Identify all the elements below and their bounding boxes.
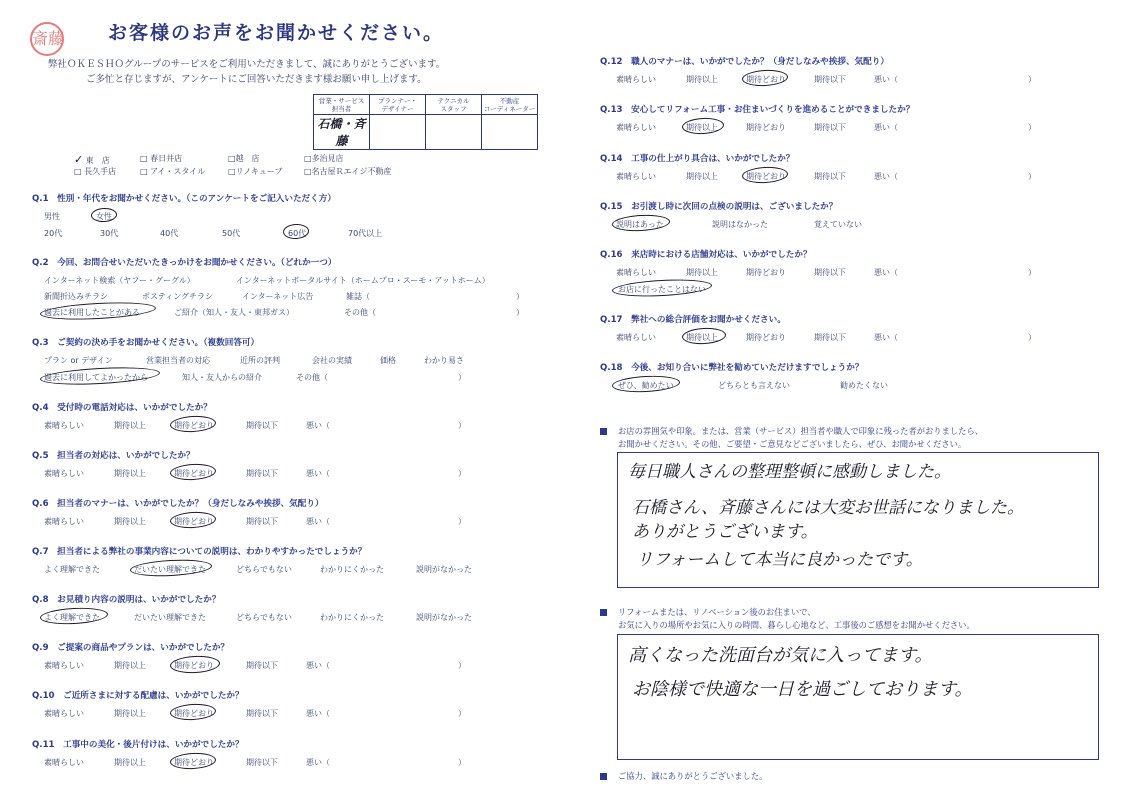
q7-title: Q.7 担当者による弊社の事業内容についての説明は、わかりやすかったでしょうか？ bbox=[32, 547, 367, 557]
intro-line-1: 弊社ＯＫＥＳＨＯグループのサービスをご利用いただきまして、誠にありがとうございます。 bbox=[48, 59, 446, 70]
q3-price[interactable]: 価格 bbox=[380, 356, 396, 365]
q10-opt-below[interactable]: 期待以下 bbox=[246, 709, 278, 718]
q4-opt-asexpected[interactable]: 期待どおり bbox=[174, 421, 214, 430]
checkbox-icon: □ bbox=[304, 167, 312, 176]
q17-title: Q.17 弊社への総合評価をお聞かせください。 bbox=[600, 315, 786, 325]
q13-opt-above[interactable]: 期待以上 bbox=[686, 123, 718, 132]
shop-label: アイ・スタイル bbox=[150, 167, 206, 176]
q3-other[interactable]: その他（ bbox=[296, 373, 328, 382]
staff-value-technical bbox=[426, 115, 482, 150]
answer-circle bbox=[40, 365, 161, 387]
q5-opt-bad[interactable]: 悪い（ bbox=[306, 469, 330, 478]
paren-close: ） bbox=[458, 517, 466, 526]
q2-portal-site[interactable]: インターネットポータルサイト（ホームプロ・スーモ・アットホーム） bbox=[236, 276, 490, 285]
q8-opt-well[interactable]: よく理解できた bbox=[44, 613, 100, 622]
q5-opt-excellent[interactable]: 素晴らしい bbox=[44, 469, 84, 478]
q3-past-good[interactable]: 過去に利用してよかったから bbox=[44, 373, 148, 382]
q11-opt-below[interactable]: 期待以下 bbox=[246, 758, 278, 767]
answer-circle bbox=[40, 300, 157, 322]
q7-opt-well[interactable]: よく理解できた bbox=[44, 565, 100, 574]
staff-value-planner bbox=[370, 115, 426, 150]
paren-close: ） bbox=[458, 661, 466, 670]
comments2-prompt-2: お気に入りの場所やお気に入りの時間、暮らし心地など、工事後のご感想をお聞かせください。 bbox=[618, 620, 975, 630]
q8-opt-mostly[interactable]: だいたい理解できた bbox=[134, 613, 206, 622]
q5-opt-above[interactable]: 期待以上 bbox=[114, 469, 146, 478]
check-mark-icon: ✓ bbox=[74, 153, 84, 166]
checkbox-icon: □ bbox=[140, 167, 148, 176]
shop-istyle[interactable] bbox=[140, 166, 205, 177]
comments1-line-1: 毎日職人さんの整理整頓に感動しました。 bbox=[628, 462, 951, 482]
staff-value-sales: 石橋・斉藤 bbox=[314, 115, 370, 150]
answer-circle bbox=[130, 558, 213, 578]
q11-opt-excellent[interactable]: 素晴らしい bbox=[44, 758, 84, 767]
q7-opt-unclear[interactable]: わかりにくかった bbox=[320, 565, 384, 574]
checkbox-icon: □ bbox=[140, 154, 148, 163]
q10-opt-asexpected[interactable]: 期待どおり bbox=[174, 709, 214, 718]
q9-opt-excellent[interactable]: 素晴らしい bbox=[44, 661, 84, 670]
q12-title: Q.12 職人のマナーは、いかがでしたか？（身だしなみや挨拶、気配り） bbox=[600, 57, 889, 67]
staff-table bbox=[313, 94, 538, 150]
q2-referral[interactable]: ご紹介（知人・友人・東邦ガス） bbox=[174, 308, 294, 317]
page-title: お客様のお声をお聞かせください。 bbox=[108, 22, 445, 44]
q14-opt-excellent[interactable]: 素晴らしい bbox=[616, 172, 656, 181]
q1-age-30s[interactable]: 30代 bbox=[100, 229, 119, 238]
q8-opt-neutral[interactable]: どちらでもない bbox=[236, 613, 292, 622]
shop-higashi[interactable] bbox=[74, 153, 110, 166]
shop-label: 越 店 bbox=[235, 154, 260, 163]
shop-kasugai[interactable] bbox=[140, 153, 182, 164]
q4-opt-bad[interactable]: 悪い（ bbox=[306, 421, 330, 430]
q5-opt-asexpected[interactable]: 期待どおり bbox=[174, 469, 214, 478]
q13-opt-excellent[interactable]: 素晴らしい bbox=[616, 123, 656, 132]
q3-track-record[interactable]: 会社の実績 bbox=[312, 356, 352, 365]
q1-female[interactable]: 女性 bbox=[96, 212, 112, 221]
q8-title: Q.8 お見積り内容の説明は、いかがでしたか？ bbox=[32, 595, 221, 605]
q1-age-20s[interactable]: 20代 bbox=[44, 229, 63, 238]
shop-tajimi[interactable] bbox=[304, 153, 344, 164]
thanks-text: ご協力、誠にありがとうございました。 bbox=[618, 771, 768, 781]
q7-opt-neutral[interactable]: どちらでもない bbox=[236, 565, 292, 574]
staff-header-sales: 営業・サービス 担当者 bbox=[314, 95, 370, 115]
q4-opt-below[interactable]: 期待以下 bbox=[246, 421, 278, 430]
paren-close: ） bbox=[516, 308, 524, 317]
paren-close: ） bbox=[516, 292, 524, 301]
q3-clarity[interactable]: わかり易さ bbox=[424, 356, 464, 365]
q1-age-40s[interactable]: 40代 bbox=[160, 229, 179, 238]
q3-reputation[interactable]: 近所の評判 bbox=[240, 356, 280, 365]
q16-opt-below[interactable]: 期待以下 bbox=[814, 268, 846, 277]
q12-opt-above[interactable]: 期待以上 bbox=[686, 75, 718, 84]
paren-close: ） bbox=[458, 709, 466, 718]
q17-opt-below[interactable]: 期待以下 bbox=[814, 333, 846, 342]
q13-opt-asexpected[interactable]: 期待どおり bbox=[746, 123, 786, 132]
comments2-box[interactable] bbox=[617, 634, 1099, 760]
q1-age-60s[interactable]: 60代 bbox=[288, 229, 307, 238]
q9-opt-asexpected[interactable]: 期待どおり bbox=[174, 661, 214, 670]
answer-circle bbox=[682, 327, 727, 345]
answer-circle bbox=[91, 207, 118, 222]
q13-opt-below[interactable]: 期待以下 bbox=[814, 123, 846, 132]
q12-opt-bad[interactable]: 悪い（ bbox=[874, 75, 898, 84]
section-square-icon bbox=[600, 609, 607, 616]
q2-newspaper-flyer[interactable]: 新聞折込みチラシ bbox=[44, 292, 108, 301]
shop-label: 長久手店 bbox=[84, 167, 117, 176]
q1-age-50s[interactable]: 50代 bbox=[222, 229, 241, 238]
q2-internet-search[interactable]: インターネット検索（ヤフー・グーグル） bbox=[44, 276, 195, 285]
q2-magazine[interactable]: 雑誌（ bbox=[346, 292, 370, 301]
paren-close: ） bbox=[458, 758, 466, 767]
paren-close: ） bbox=[1028, 75, 1036, 84]
q14-opt-below[interactable]: 期待以下 bbox=[814, 172, 846, 181]
q6-opt-above[interactable]: 期待以上 bbox=[114, 517, 146, 526]
q18-title: Q.18 今後、お知り合いに弊社を勧めていただけますでしょうか？ bbox=[600, 363, 864, 373]
shop-nagoya-rage[interactable] bbox=[304, 166, 392, 177]
q7-opt-mostly[interactable]: だいたい理解できた bbox=[134, 565, 206, 574]
paren-close: ） bbox=[1028, 333, 1036, 342]
q17-opt-asexpected[interactable]: 期待どおり bbox=[746, 333, 786, 342]
q15-opt-dont-remember[interactable]: 覚えていない bbox=[814, 220, 862, 229]
q1-male[interactable]: 男性 bbox=[44, 212, 60, 221]
section-square-icon bbox=[600, 428, 607, 435]
intro-line-2: ご多忙と存じますが、アンケートにご回答いただきます様お願い申し上げます。 bbox=[86, 74, 427, 85]
comments2-line-1: 高くなった洗面台が気に入ってます。 bbox=[628, 645, 933, 666]
paren-close: ） bbox=[458, 373, 466, 382]
q2-past-use[interactable]: 過去に利用したことがある bbox=[44, 308, 140, 317]
shop-label: リノキューブ bbox=[235, 167, 283, 176]
q18-opt-not-recommend[interactable]: 勧めたくない bbox=[840, 381, 888, 390]
q6-opt-excellent[interactable]: 素晴らしい bbox=[44, 517, 84, 526]
q15-opt-not-explained[interactable]: 説明はなかった bbox=[712, 220, 768, 229]
q5-opt-below[interactable]: 期待以下 bbox=[246, 469, 278, 478]
comments2-prompt-1: リフォームまたは、リノベーション後のお住まいで、 bbox=[618, 607, 816, 617]
q8-opt-unclear[interactable]: わかりにくかった bbox=[320, 613, 384, 622]
shop-label: 多治見店 bbox=[311, 154, 344, 163]
q11-opt-above[interactable]: 期待以上 bbox=[114, 758, 146, 767]
checkbox-icon: □ bbox=[228, 167, 236, 176]
paren-close: ） bbox=[1028, 123, 1036, 132]
q17-opt-bad[interactable]: 悪い（ bbox=[874, 333, 898, 342]
comments1-line-3: ありがとうございます。 bbox=[632, 522, 818, 542]
q18-opt-neutral[interactable]: どちらとも言えない bbox=[718, 381, 790, 390]
checkbox-icon: □ bbox=[74, 167, 82, 176]
q9-opt-bad[interactable]: 悪い（ bbox=[306, 661, 330, 670]
q2-posting-flyer[interactable]: ポスティングチラシ bbox=[142, 292, 214, 301]
q10-opt-excellent[interactable]: 素晴らしい bbox=[44, 709, 84, 718]
q4-opt-excellent[interactable]: 素晴らしい bbox=[44, 421, 84, 430]
q3-sales-response[interactable]: 営業担当者の対応 bbox=[146, 356, 210, 365]
shop-label: 名古屋Ｒエイジ不動産 bbox=[311, 167, 392, 176]
q11-opt-bad[interactable]: 悪い（ bbox=[306, 758, 330, 767]
q6-opt-bad[interactable]: 悪い（ bbox=[306, 517, 330, 526]
q9-opt-below[interactable]: 期待以下 bbox=[246, 661, 278, 670]
shop-renocube[interactable] bbox=[228, 166, 283, 177]
q3-title: Q.3 ご契約の決め手をお聞かせください。（複数回答可） bbox=[32, 338, 260, 348]
q5-title: Q.5 担当者の対応は、いかがでしたか？ bbox=[32, 451, 195, 461]
q14-opt-asexpected[interactable]: 期待どおり bbox=[746, 172, 786, 181]
q16-opt-excellent[interactable]: 素晴らしい bbox=[616, 268, 656, 277]
q3-friend-referral[interactable]: 知人・友人からの紹介 bbox=[182, 373, 262, 382]
q12-opt-asexpected[interactable]: 期待どおり bbox=[746, 75, 786, 84]
shop-label: 春日井店 bbox=[150, 154, 183, 163]
q15-title: Q.15 お引渡し時に次回の点検の説明は、ございましたか？ bbox=[600, 202, 838, 212]
comments1-line-4: リフォームして本当に良かったです。 bbox=[636, 550, 923, 570]
q12-opt-below[interactable]: 期待以下 bbox=[814, 75, 846, 84]
q3-plan-design[interactable]: プラン or デザイン bbox=[44, 356, 113, 365]
q14-opt-above[interactable]: 期待以上 bbox=[686, 172, 718, 181]
q10-opt-bad[interactable]: 悪い（ bbox=[306, 709, 330, 718]
q17-opt-excellent[interactable]: 素晴らしい bbox=[616, 333, 656, 342]
staff-header-planner: プランナー・ デザイナー bbox=[370, 95, 426, 115]
paren-close: ） bbox=[458, 469, 466, 478]
q11-opt-asexpected[interactable]: 期待どおり bbox=[174, 758, 214, 767]
staff-value-realestate bbox=[482, 115, 538, 150]
comments1-prompt-2: お聞かせください。その他、ご要望・ご意見などございましたら、ぜひ、お聞かせください。 bbox=[618, 439, 967, 449]
answer-circle bbox=[170, 655, 221, 675]
comments1-line-2: 石橋さん、斉藤さんには大変お世話になりました。 bbox=[632, 498, 1025, 518]
q9-title: Q.9 ご提案の商品やプランは、いかがでしたか？ bbox=[32, 643, 230, 653]
q9-opt-above[interactable]: 期待以上 bbox=[114, 661, 146, 670]
shop-label: 東 店 bbox=[85, 156, 110, 165]
q18-opt-recommend[interactable]: ぜひ、勧めたい bbox=[618, 381, 674, 390]
paren-close: ） bbox=[1028, 268, 1036, 277]
paren-close: ） bbox=[1028, 172, 1036, 181]
checkbox-icon: □ bbox=[228, 154, 236, 163]
q13-opt-bad[interactable]: 悪い（ bbox=[874, 123, 898, 132]
q6-opt-asexpected[interactable]: 期待どおり bbox=[174, 517, 214, 526]
q1-title: Q.1 性別・年代をお聞かせください。（このアンケートをご記入いただく方） bbox=[32, 194, 336, 204]
q6-opt-below[interactable]: 期待以下 bbox=[246, 517, 278, 526]
answer-circle bbox=[612, 277, 713, 298]
q11-title: Q.11 工事中の美化・後片付けは、いかがでしたか？ bbox=[32, 740, 244, 750]
q10-title: Q.10 ご近所さまに対する配慮は、いかがでしたか？ bbox=[32, 691, 244, 701]
q10-opt-above[interactable]: 期待以上 bbox=[114, 709, 146, 718]
q1-age-70plus[interactable]: 70代以上 bbox=[348, 229, 383, 238]
comments1-prompt-1: お店の雰囲気や印象。または、営業（サービス）担当者や職人で印象に残った者がおりましたら、 bbox=[618, 426, 984, 436]
comments1-box[interactable] bbox=[617, 452, 1099, 588]
q12-opt-excellent[interactable]: 素晴らしい bbox=[616, 75, 656, 84]
q16-opt-bad[interactable]: 悪い（ bbox=[874, 268, 898, 277]
q14-title: Q.14 工事の仕上がり具合は、いかがでしたか？ bbox=[600, 154, 795, 164]
section-square-icon bbox=[600, 773, 607, 780]
checkbox-icon: □ bbox=[304, 154, 312, 163]
staff-header-technical: テクニカル スタッフ bbox=[426, 95, 482, 115]
q4-title: Q.4 受付時の電話対応は、いかがでしたか？ bbox=[32, 403, 212, 413]
q7-opt-none[interactable]: 説明がなかった bbox=[416, 565, 472, 574]
paren-close: ） bbox=[458, 421, 466, 430]
q16-opt-above[interactable]: 期待以上 bbox=[686, 268, 718, 277]
q16-opt-never-visited[interactable]: お店に行ったことはない bbox=[618, 285, 706, 294]
shop-koshi[interactable] bbox=[228, 153, 260, 164]
q17-opt-above[interactable]: 期待以上 bbox=[686, 333, 718, 342]
shop-nagakute[interactable] bbox=[74, 166, 116, 177]
q16-title: Q.16 来店時における店舗対応は、いかがでしたか？ bbox=[600, 250, 812, 260]
q2-internet-ad[interactable]: インターネット広告 bbox=[242, 292, 314, 301]
q13-title: Q.13 安心してリフォーム工事・お住まいづくりを進めることができましたか？ bbox=[600, 105, 915, 115]
comments2-line-2: お陰様で快適な一日を過ごしております。 bbox=[632, 679, 973, 700]
q2-title: Q.2 今回、お問合せいただいたきっかけをお聞かせください。（どれか一つ） bbox=[32, 258, 337, 268]
q2-other[interactable]: その他（ bbox=[344, 308, 376, 317]
q4-opt-above[interactable]: 期待以上 bbox=[114, 421, 146, 430]
seal-stamp: 斎藤 bbox=[30, 22, 64, 56]
q8-opt-none[interactable]: 説明がなかった bbox=[416, 613, 472, 622]
q16-opt-asexpected[interactable]: 期待どおり bbox=[746, 268, 786, 277]
staff-header-realestate: 不動産 コーディネーター bbox=[482, 95, 538, 115]
q14-opt-bad[interactable]: 悪い（ bbox=[874, 172, 898, 181]
q15-opt-explained[interactable]: 説明はあった bbox=[616, 220, 664, 229]
q6-title: Q.6 担当者のマナーは、いかがでしたか？（身だしなみや挨拶、気配り） bbox=[32, 499, 324, 509]
